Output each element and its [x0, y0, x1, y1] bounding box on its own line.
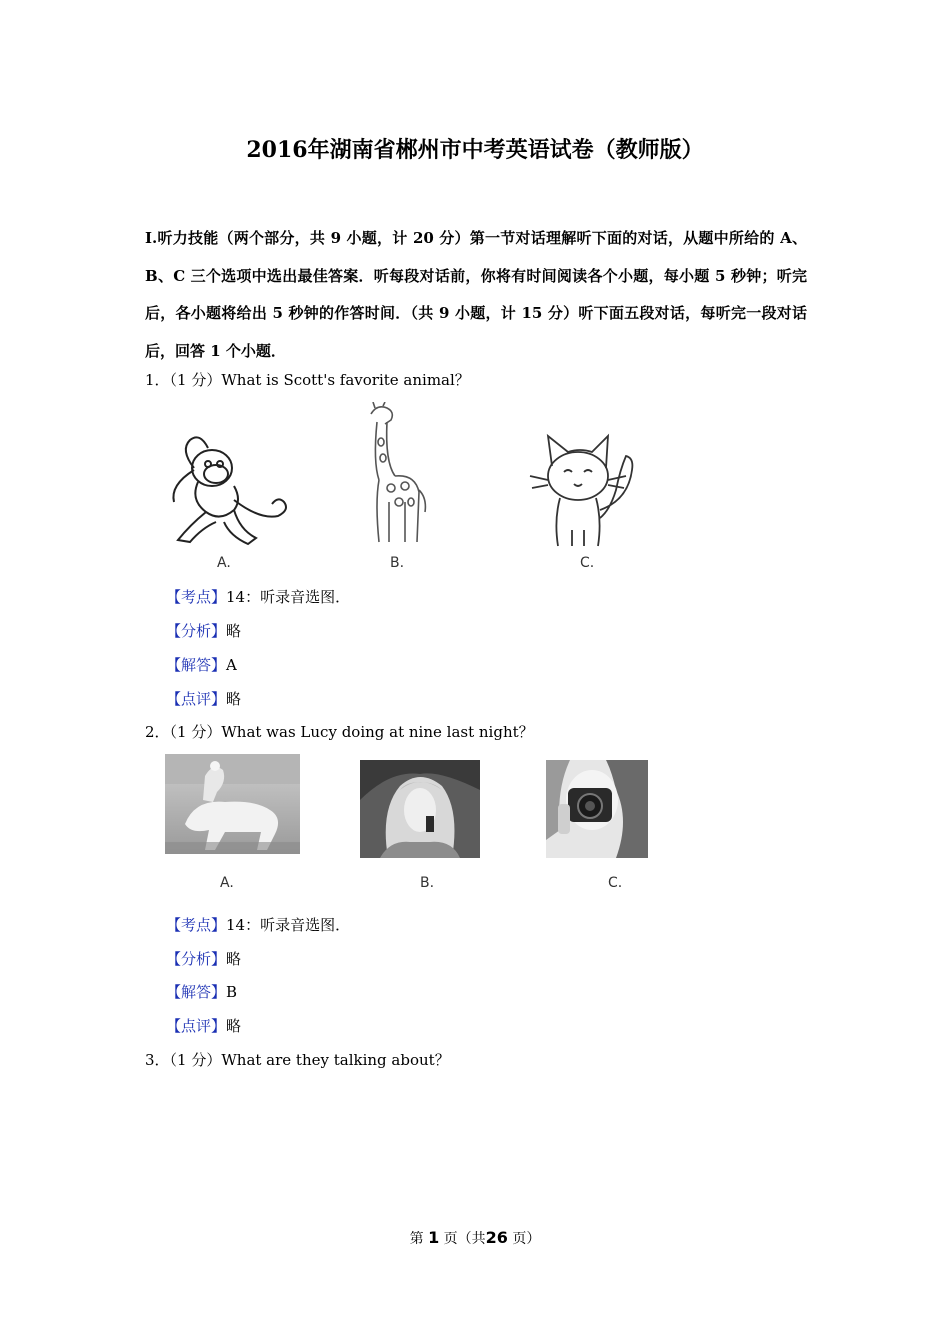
answer-kaodian [166, 586, 350, 607]
page-footer [0, 1228, 950, 1248]
girl-on-phone-photo [360, 760, 480, 858]
answer-fenxi [166, 620, 241, 641]
taking-photo-image [546, 760, 648, 858]
jieda-tag: 【解答】 [166, 656, 227, 674]
kaodian-tag: 【考点】 [166, 588, 227, 606]
option-label: B. [390, 555, 405, 571]
question-score: （1 分） [169, 371, 222, 389]
question-number: 1． [145, 371, 170, 389]
answer-kaodian [166, 914, 350, 935]
monkey-image [160, 430, 295, 550]
option-label: A. [220, 875, 234, 891]
question-2 [145, 721, 534, 742]
kaodian-text: 14：听录音选图． [226, 588, 351, 606]
kaodian-tag: 【考点】 [166, 916, 227, 934]
option-label: A. [217, 555, 231, 571]
jieda-text: A [226, 656, 237, 674]
answer-jieda [166, 654, 237, 675]
answer-fenxi [166, 948, 241, 969]
question-2-options [0, 752, 950, 897]
fenxi-text: 略 [226, 950, 242, 968]
dianping-tag: 【点评】 [166, 1017, 227, 1035]
dianping-tag: 【点评】 [166, 690, 227, 708]
question-score: （1 分） [169, 1051, 222, 1069]
question-text: What was Lucy doing at nine last night？ [221, 723, 534, 741]
fenxi-tag: 【分析】 [166, 622, 227, 640]
question-number: 2． [145, 723, 170, 741]
footer-mid: 页（共 [443, 1231, 486, 1247]
question-1-options [0, 400, 950, 575]
question-text: What are they talking about？ [221, 1051, 450, 1069]
fenxi-text: 略 [226, 622, 242, 640]
option-label: B. [420, 875, 435, 891]
jieda-tag: 【解答】 [166, 983, 227, 1001]
page-title: 2016年湖南省郴州市中考英语试卷（教师版） [246, 137, 704, 163]
answer-dianping [166, 688, 241, 709]
section-intro: I.听力技能（两个部分，共 9 小题，计 20 分）第一节对话理解听下面的对话，从题中所给的 A、B、C 三个选项中选出最佳答案．听每段对话前，你将有时间阅读各个小题，每小题 5 秒钟；听完后，各小题将给出 5 秒钟的作答时间．（共 9 小题，计 15 分）听下面五段对话，每听完一段对话后，回答 1 个小题． [145, 229, 807, 360]
dianping-text: 略 [226, 690, 242, 708]
dianping-text: 略 [226, 1017, 242, 1035]
question-1 [145, 369, 470, 390]
jieda-text: B [226, 983, 238, 1001]
footer-suffix: 页） [512, 1231, 541, 1247]
answer-jieda [166, 981, 237, 1002]
footer-prefix: 第 [409, 1231, 424, 1247]
page-number: 1 [428, 1228, 440, 1247]
cat-image [528, 430, 640, 548]
fenxi-tag: 【分析】 [166, 950, 227, 968]
option-label: C. [580, 555, 595, 571]
question-text: What is Scott's favorite animal？ [221, 371, 470, 389]
question-number: 3． [145, 1051, 170, 1069]
horse-riding-photo [165, 754, 300, 854]
question-score: （1 分） [169, 723, 222, 741]
answer-dianping [166, 1015, 241, 1036]
giraffe-image [355, 402, 450, 547]
kaodian-text: 14：听录音选图． [226, 916, 351, 934]
total-pages: 26 [485, 1228, 508, 1247]
question-3 [145, 1049, 450, 1070]
option-label: C. [608, 875, 623, 891]
